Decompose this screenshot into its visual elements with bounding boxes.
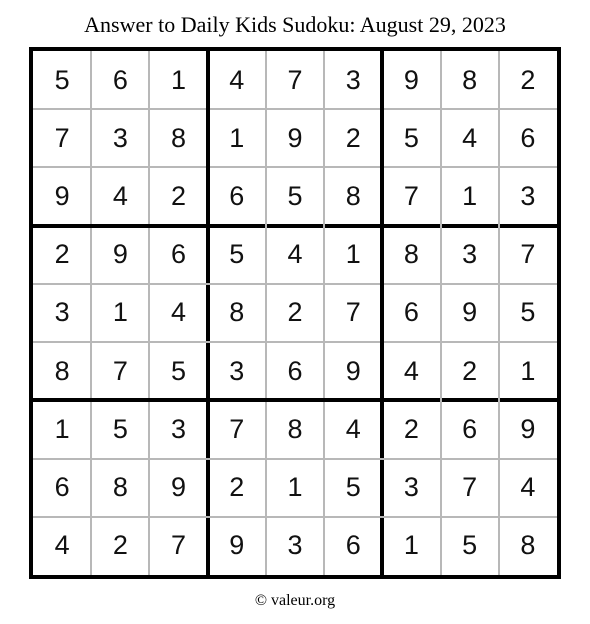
sudoku-cell-r9c2: 2 [112, 530, 128, 561]
sudoku-cell-r4c7: 8 [403, 239, 419, 270]
sudoku-cell-r2c8: 4 [462, 122, 478, 153]
sudoku-cell-r6c4: 3 [229, 355, 245, 386]
sudoku-cell-r1c8: 8 [462, 64, 478, 95]
sudoku-cell-r3c4: 6 [229, 181, 245, 212]
sudoku-cell-r8c5: 1 [287, 472, 303, 503]
sudoku-cell-r1c6: 3 [345, 64, 361, 95]
sudoku-cell-r4c8: 3 [462, 239, 478, 270]
sudoku-cell-r7c4: 7 [229, 413, 245, 444]
sudoku-cell-r5c2: 1 [112, 297, 128, 328]
sudoku-cell-r9c9: 8 [520, 530, 536, 561]
sudoku-cell-r6c2: 7 [112, 355, 128, 386]
sudoku-cell-r6c9: 1 [520, 355, 536, 386]
copyright-footer: © valeur.org [254, 592, 336, 609]
sudoku-cell-r3c7: 7 [403, 181, 419, 212]
sudoku-cell-r3c1: 9 [54, 181, 70, 212]
sudoku-cell-r7c2: 5 [112, 413, 128, 444]
puzzle-title: Answer to Daily Kids Sudoku: August 29, 2023 [84, 12, 506, 37]
sudoku-cell-r6c3: 5 [171, 355, 187, 386]
sudoku-cell-r5c9: 5 [520, 297, 536, 328]
sudoku-cell-r2c6: 2 [345, 122, 361, 153]
sudoku-cell-r5c6: 7 [345, 297, 361, 328]
sudoku-cell-r7c7: 2 [403, 413, 419, 444]
sudoku-cell-r3c6: 8 [345, 181, 361, 212]
sudoku-cell-r2c7: 5 [403, 122, 419, 153]
sudoku-cell-r8c2: 8 [112, 472, 128, 503]
sudoku-cell-r9c1: 4 [54, 530, 70, 561]
sudoku-cell-r3c8: 1 [462, 181, 478, 212]
sudoku-cell-r8c9: 4 [520, 472, 536, 503]
sudoku-cell-r1c9: 2 [520, 64, 536, 95]
sudoku-cell-r8c8: 7 [462, 472, 478, 503]
sudoku-cell-r4c6: 1 [345, 239, 361, 270]
sudoku-cell-r7c1: 1 [54, 413, 70, 444]
sudoku-cell-r4c4: 5 [229, 239, 245, 270]
sudoku-cell-r7c5: 8 [287, 413, 303, 444]
sudoku-cell-r8c4: 2 [229, 472, 245, 503]
sudoku-cell-r5c5: 2 [287, 297, 303, 328]
sudoku-cell-r4c5: 4 [287, 239, 303, 270]
sudoku-cell-r1c3: 1 [171, 64, 187, 95]
sudoku-cell-r2c1: 7 [54, 122, 70, 153]
sudoku-cell-r8c1: 6 [54, 472, 70, 503]
sudoku-cell-r3c3: 2 [171, 181, 187, 212]
sudoku-cell-r6c8: 2 [462, 355, 478, 386]
sudoku-cell-r3c5: 5 [287, 181, 303, 212]
sudoku-cell-r2c4: 1 [229, 122, 245, 153]
sudoku-cell-r1c4: 4 [229, 64, 245, 95]
sudoku-cell-r1c1: 5 [54, 64, 70, 95]
sudoku-cell-r8c6: 5 [345, 472, 361, 503]
sudoku-cell-r4c1: 2 [54, 239, 70, 270]
sudoku-cell-r4c2: 9 [112, 239, 128, 270]
sudoku-cell-r4c9: 7 [520, 239, 536, 270]
sudoku-cell-r4c3: 6 [171, 239, 187, 270]
sudoku-cell-r9c3: 7 [171, 530, 187, 561]
sudoku-cell-r9c6: 6 [345, 530, 361, 561]
sudoku-cell-r6c1: 8 [54, 355, 70, 386]
sudoku-cell-r8c3: 9 [171, 472, 187, 503]
sudoku-cell-r1c7: 9 [403, 64, 419, 95]
sudoku-cell-r3c9: 3 [520, 181, 536, 212]
sudoku-cell-r6c7: 4 [403, 355, 419, 386]
sudoku-cell-r9c4: 9 [229, 530, 245, 561]
sudoku-cell-r1c5: 7 [287, 64, 303, 95]
sudoku-cell-r6c6: 9 [345, 355, 361, 386]
sudoku-cell-r7c9: 9 [520, 413, 536, 444]
sudoku-cell-r2c5: 9 [287, 122, 303, 153]
sudoku-cell-r6c5: 6 [287, 355, 303, 386]
sudoku-cell-r3c2: 4 [112, 181, 128, 212]
sudoku-cell-r2c3: 8 [171, 122, 187, 153]
sudoku-cell-r5c3: 4 [171, 297, 187, 328]
sudoku-cell-r9c5: 3 [287, 530, 303, 561]
sudoku-cell-r9c8: 5 [462, 530, 478, 561]
sudoku-cell-r5c8: 9 [462, 297, 478, 328]
sudoku-cell-r7c6: 4 [345, 413, 361, 444]
sudoku-cell-r9c7: 1 [403, 530, 419, 561]
sudoku-cell-r5c7: 6 [403, 297, 419, 328]
sudoku-cell-r2c2: 3 [112, 122, 128, 153]
sudoku-cell-r7c3: 3 [171, 413, 187, 444]
sudoku-cell-r1c2: 6 [112, 64, 128, 95]
sudoku-cell-r5c1: 3 [54, 297, 70, 328]
sudoku-board [29, 47, 561, 579]
sudoku-cell-r2c9: 6 [520, 122, 536, 153]
sudoku-cell-r5c4: 8 [229, 297, 245, 328]
sudoku-cell-r8c7: 3 [403, 472, 419, 503]
sudoku-cell-r7c8: 6 [462, 413, 478, 444]
